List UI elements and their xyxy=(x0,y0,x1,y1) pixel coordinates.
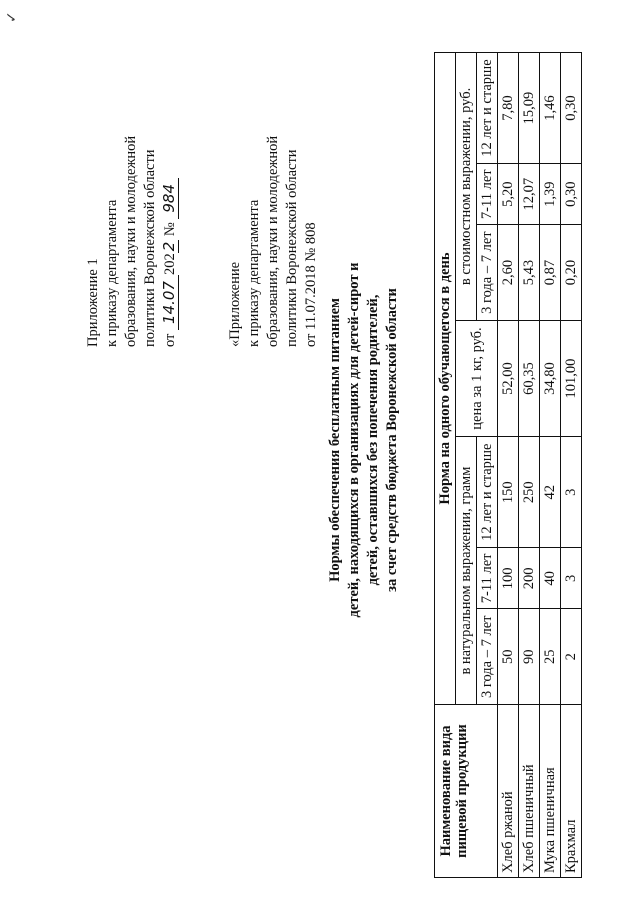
header-age-12: 12 лет и старше xyxy=(477,437,498,548)
header-age-7-11: 7-11 лет xyxy=(477,164,498,225)
cell-price: 52,00 xyxy=(498,320,519,436)
table-row xyxy=(498,53,519,878)
appendix-header xyxy=(84,136,180,347)
number-prefix: № xyxy=(162,222,178,237)
appendix-line: Приложение 1 xyxy=(85,258,101,347)
cell-cost-3-7: 0,87 xyxy=(540,225,561,321)
appendix-line: к приказу департамента xyxy=(246,199,262,347)
handwritten-date: 14.07 xyxy=(160,275,179,330)
document-title xyxy=(326,235,402,645)
appendix-line: образования, науки и молодежной xyxy=(265,135,281,347)
cell-cost-3-7: 2,60 xyxy=(498,225,519,321)
header-age-3-7: 3 года – 7 лет xyxy=(477,609,498,705)
cell-cost-12: 1,46 xyxy=(540,53,561,164)
cell-cost-12: 7,80 xyxy=(498,53,519,164)
appendix-date-line xyxy=(160,136,180,347)
table-row xyxy=(540,53,561,878)
checkmark-glyph: ✓ xyxy=(5,11,20,23)
cell-cost-7-11: 12,07 xyxy=(519,164,540,225)
header-price-per-kg: цена за 1 кг, руб. xyxy=(456,320,498,436)
header-norm-per-student: Норма на одного обучающегося в день xyxy=(435,53,456,705)
cell-cost-7-11: 5,20 xyxy=(498,164,519,225)
title-line: Нормы обеспечения бесплатным питанием xyxy=(327,298,343,582)
cell-natural-7-11: 3 xyxy=(561,548,582,609)
appendix-line: политики Воронежской области xyxy=(284,149,300,347)
appendix-line: от 11.07.2018 № 808 xyxy=(303,222,319,347)
cell-price: 34,80 xyxy=(540,320,561,436)
title-line: детей, находящихся в организациях для детей-сирот и xyxy=(346,262,362,618)
cell-natural-12: 3 xyxy=(561,437,582,548)
cell-product-name: Хлеб пшеничный xyxy=(519,705,540,878)
cell-cost-3-7: 5,43 xyxy=(519,225,540,321)
appendix-line: «Приложение xyxy=(227,261,243,347)
cell-natural-3-7: 25 xyxy=(540,609,561,705)
header-natural-group: в натуральном выражении, грамм xyxy=(456,437,477,705)
handwritten-number: 984 xyxy=(160,178,179,219)
cell-cost-7-11: 0,30 xyxy=(561,164,582,225)
cell-price: 60,35 xyxy=(519,320,540,436)
cell-product-name: Крахмал xyxy=(561,705,582,878)
previous-appendix-header xyxy=(226,136,321,347)
cell-cost-3-7: 0,20 xyxy=(561,225,582,321)
header-row xyxy=(435,53,456,878)
cell-product-name: Мука пшеничная xyxy=(540,705,561,878)
cell-natural-7-11: 40 xyxy=(540,548,561,609)
header-age-3-7: 3 года – 7 лет xyxy=(477,225,498,321)
cell-cost-12: 0,30 xyxy=(561,53,582,164)
date-prefix: от xyxy=(162,333,178,347)
header-product-name: Наименование вида пищевой продукции xyxy=(435,705,498,878)
header-age-7-11: 7-11 лет xyxy=(477,548,498,609)
appendix-line: к приказу департамента xyxy=(104,199,120,347)
table-row xyxy=(519,53,540,878)
cell-natural-12: 42 xyxy=(540,437,561,548)
cell-natural-12: 150 xyxy=(498,437,519,548)
year-prefix: 202 xyxy=(162,253,178,276)
norms-table xyxy=(434,52,582,878)
header-age-12: 12 лет и старше xyxy=(477,53,498,164)
title-line: за счет средств бюджета Воронежской области xyxy=(384,288,400,592)
cell-natural-3-7: 90 xyxy=(519,609,540,705)
cell-natural-3-7: 2 xyxy=(561,609,582,705)
cell-price: 101,00 xyxy=(561,320,582,436)
header-cost-group: в стоимостном выражении, руб. xyxy=(456,53,477,321)
cell-natural-7-11: 200 xyxy=(519,548,540,609)
handwritten-year-digit: 2 xyxy=(160,241,178,252)
appendix-line: политики Воронежской области xyxy=(142,149,158,347)
cell-natural-7-11: 100 xyxy=(498,548,519,609)
cell-natural-12: 250 xyxy=(519,437,540,548)
appendix-line: образования, науки и молодежной xyxy=(123,135,139,347)
cell-product-name: Хлеб ржаной xyxy=(498,705,519,878)
cell-natural-3-7: 50 xyxy=(498,609,519,705)
table-row xyxy=(561,53,582,878)
title-line: детей, оставшихся без попечения родителей, xyxy=(365,294,381,586)
cell-cost-12: 15,09 xyxy=(519,53,540,164)
cell-cost-7-11: 1,39 xyxy=(540,164,561,225)
